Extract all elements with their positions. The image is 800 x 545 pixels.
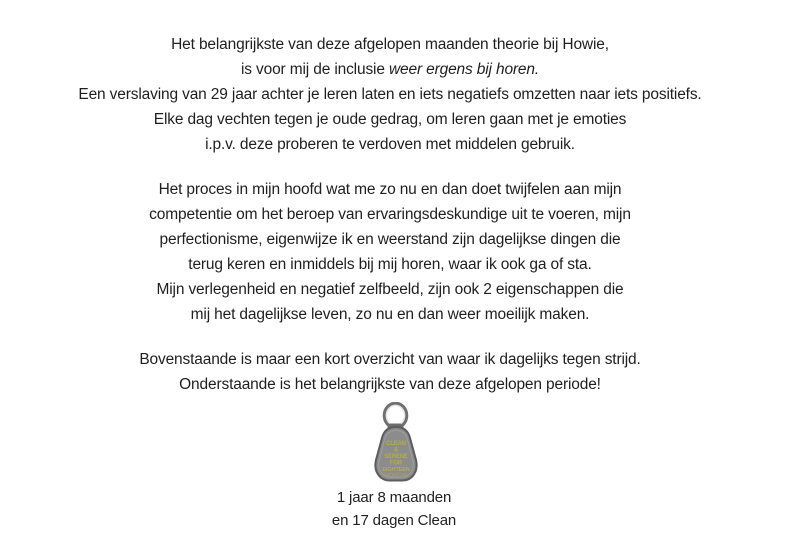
keytag-text-line: & [393,447,399,454]
clean-time-caption [4,486,784,532]
keytag-text-line: SERENE [384,454,408,460]
text-line: Mijn verlegenheid en negatief zelfbeeld, zijn ook 2 eigenschappen die [156,281,624,298]
text-line: perfectionisme, eigenwijze ik en weerstand zijn dagelijkse dingen die [159,231,621,248]
paragraph-3 [0,347,780,397]
text-line: Bovenstaande is maar een kort overzicht van waar ik dagelijks tegen strijd. [139,351,641,368]
keyring-inner-highlight [386,405,404,425]
text-line: mij het dagelijkse leven, zo nu en dan weer moeilijk maken. [190,306,590,323]
paragraph-1 [0,32,780,157]
keytag-text-line: FOR [389,460,403,467]
text-line: Elke dag vechten tegen je oude gedrag, om leren gaan met je emoties [153,111,627,128]
italic-text-segment: weer ergens bij horen. [388,61,540,78]
keytag-text-line: MONTHS [384,473,408,479]
text-line: Het belangrijkste van deze afgelopen maanden theorie bij Howie, [171,36,609,53]
paragraph-2 [0,177,780,327]
text-line [0,57,780,82]
keytag-text-line: CLEAN [386,441,406,447]
text-line: competentie om het beroep van ervaringsdeskundige uit te voeren, mijn [149,206,631,223]
text-line: terug keren en inmiddels bij mij horen, waar ik ook ga of sta. [188,256,592,273]
text-line: Het proces in mijn hoofd wat me zo nu en dan doet twijfelen aan mijn [158,181,622,198]
keytag-graphic [367,402,425,484]
text-line: i.p.v. deze proberen te verdoven met middelen gebruik. [205,136,575,153]
keytag-text-line: EIGHTEEN [382,467,410,473]
text-line: Een verslaving van 29 jaar achter je leren laten en iets negatiefs omzetten naar iets positiefs. [78,86,702,103]
caption-line: 1 jaar 8 maanden [336,489,452,506]
clean-keytag-image [6,402,786,484]
caption-line: en 17 dagen Clean [331,512,457,529]
text-segment: is voor mij de inclusie [240,61,389,78]
text-line: Onderstaande is het belangrijkste van deze afgelopen periode! [179,376,601,393]
